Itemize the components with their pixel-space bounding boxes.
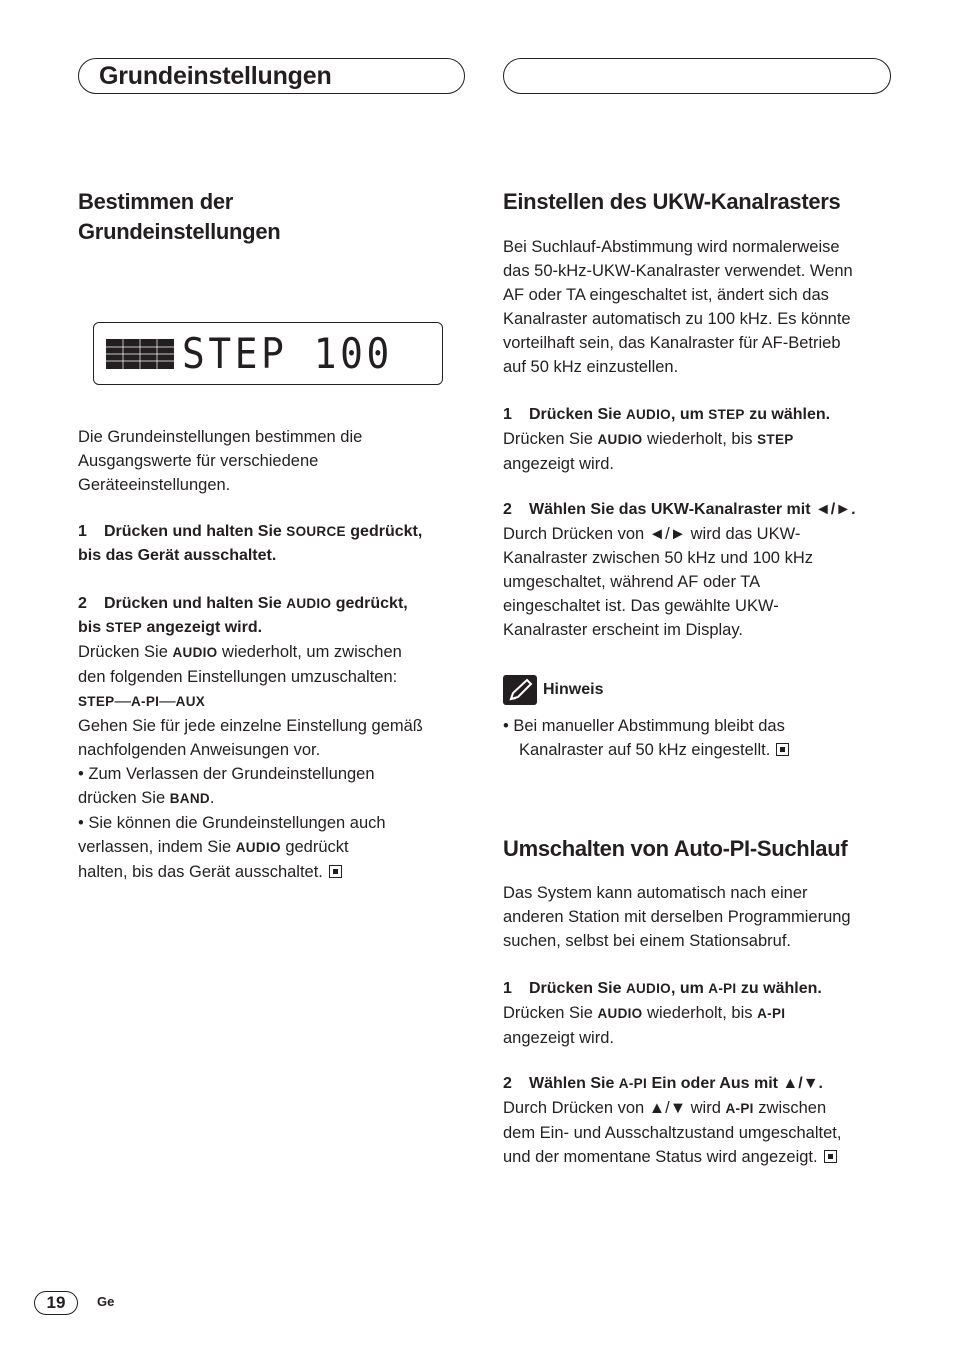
seq-aux: AUX (175, 694, 206, 709)
body-text: wiederholt, bis (642, 1004, 758, 1022)
seq-dash: — (159, 692, 176, 710)
step-text: Drücken und halten Sie (104, 523, 287, 540)
key-audio: AUDIO (235, 840, 281, 855)
step-text: Drücken Sie (529, 980, 626, 997)
key-audio: AUDIO (625, 407, 671, 422)
step-text: bis (78, 619, 106, 636)
step-text: Wählen Sie das UKW-Kanalraster mit ◄/►. (529, 501, 856, 518)
key-api: A-PI (757, 1006, 786, 1021)
left-intro-line3: Geräteeinstellungen. (78, 476, 231, 494)
right-step2 (503, 498, 893, 642)
note-heading (503, 675, 893, 705)
right-intro2-line: anderen Station mit derselben Programmierung (503, 908, 851, 926)
step-number: 2 (503, 501, 512, 518)
right-step4 (503, 1072, 893, 1169)
key-api: A-PI (618, 1076, 647, 1091)
body-text: umgeschaltet, während AF oder TA (503, 573, 761, 591)
right-step1 (503, 403, 893, 476)
bullet-text: • Sie können die Grundeinstellungen auch (78, 814, 386, 832)
key-api: A-PI (725, 1101, 754, 1116)
right-intro-line: das 50-kHz-UKW-Kanalraster verwendet. Wenn (503, 262, 853, 280)
seq-api: A-PI (130, 694, 160, 709)
step-text: angezeigt wird. (142, 619, 263, 636)
left-intro (78, 425, 468, 497)
right-intro-line: Kanalraster automatisch zu 100 kHz. Es könnte (503, 310, 851, 328)
key-audio: AUDIO (597, 432, 643, 447)
body-text: den folgenden Einstellungen umzuschalten: (78, 668, 398, 686)
body-text: angezeigt wird. (503, 1029, 614, 1047)
step-text: gedrückt, (331, 595, 408, 612)
body-text: angezeigt wird. (503, 455, 614, 473)
step-text: , um (670, 980, 709, 997)
right-heading2-text: Umschalten von Auto-PI-Suchlauf (503, 836, 848, 861)
body-text: wiederholt, um zwischen (217, 643, 402, 661)
step-text: gedrückt, (345, 523, 423, 540)
left-step1 (78, 520, 468, 568)
note-body (503, 714, 893, 762)
key-band: BAND (169, 791, 210, 806)
step-text: Wählen Sie (529, 1075, 619, 1092)
right-intro-line: auf 50 kHz einzustellen. (503, 358, 679, 376)
body-text: Drücken Sie (503, 430, 598, 448)
right-intro (503, 235, 893, 379)
right-intro2 (503, 881, 893, 953)
step-number: 1 (78, 523, 87, 540)
end-mark-icon (329, 865, 342, 878)
right-heading-text: Einstellen des UKW-Kanalrasters (503, 189, 841, 214)
right-intro2-line: suchen, selbst bei einem Stationsabruf. (503, 932, 792, 950)
key-source: SOURCE (286, 524, 346, 539)
page-title: Grundeinstellungen (99, 62, 332, 90)
note-title: Hinweis (543, 681, 604, 698)
header-empty-box (503, 58, 891, 94)
right-step3 (503, 977, 893, 1050)
body-text: Durch Drücken von ▲/▼ wird (503, 1099, 726, 1117)
body-text: Kanalraster zwischen 50 kHz und 100 kHz (503, 549, 813, 567)
end-mark-icon (824, 1150, 837, 1163)
step-text: zu wählen. (736, 980, 822, 997)
step-number: 2 (503, 1075, 512, 1092)
body-text: Gehen Sie für jede einzelne Einstellung gemäß (78, 717, 423, 735)
bullet-text: . (209, 789, 215, 807)
body-text: zwischen (753, 1099, 827, 1117)
right-intro2-line: Das System kann automatisch nach einer (503, 884, 808, 902)
right-intro-line: vorteilhaft sein, das Kanalraster für AF-Betrieb (503, 334, 841, 352)
note-text: • Bei manueller Abstimmung bleibt das (503, 717, 785, 735)
page-language: Ge (97, 1294, 115, 1309)
body-text: Drücken Sie (78, 643, 173, 661)
body-text: und der momentane Status wird angezeigt. (503, 1148, 818, 1166)
step-number: 1 (503, 406, 512, 423)
page-number: 19 (34, 1291, 78, 1315)
step-text: Drücken Sie (529, 406, 626, 423)
seq-step: STEP (78, 694, 115, 709)
step-number: 2 (78, 595, 87, 612)
right-intro-line: AF oder TA eingeschaltet ist, ändert sich das (503, 286, 829, 304)
step-text: zu wählen. (744, 406, 831, 423)
left-intro-line1: Die Grundeinstellungen bestimmen die (78, 428, 363, 446)
right-intro-line: Bei Suchlauf-Abstimmung wird normalerweise (503, 238, 840, 256)
bullet-text: halten, bis das Gerät ausschaltet. (78, 863, 323, 881)
key-api: A-PI (708, 981, 737, 996)
step-text: bis das Gerät ausschaltet. (78, 547, 277, 564)
step-text: Ein oder Aus mit ▲/▼. (647, 1075, 823, 1092)
left-heading-line1: Bestimmen der (78, 189, 234, 214)
body-text: dem Ein- und Ausschaltzustand umgeschaltet, (503, 1124, 842, 1142)
body-text: Drücken Sie (503, 1004, 598, 1022)
key-step: STEP (105, 620, 143, 635)
lcd-level-icon (106, 339, 174, 369)
lcd-display (93, 322, 443, 385)
end-mark-icon (776, 743, 789, 756)
key-step: STEP (757, 432, 794, 447)
step-text: Drücken und halten Sie (104, 595, 287, 612)
right-heading (503, 187, 893, 217)
body-text: eingeschaltet ist. Das gewählte UKW- (503, 597, 779, 615)
body-text: nachfolgenden Anweisungen vor. (78, 741, 321, 759)
key-audio: AUDIO (597, 1006, 643, 1021)
seq-dash: — (114, 692, 131, 710)
key-audio: AUDIO (625, 981, 671, 996)
left-heading (78, 187, 468, 247)
bullet-text: drücken Sie (78, 789, 170, 807)
bullet-text: • Zum Verlassen der Grundeinstellungen (78, 765, 375, 783)
key-audio: AUDIO (172, 645, 218, 660)
key-audio: AUDIO (286, 596, 332, 611)
body-text: Kanalraster erscheint im Display. (503, 621, 743, 639)
note-pencil-icon (503, 675, 537, 705)
left-step2 (78, 592, 468, 884)
step-number: 1 (503, 980, 512, 997)
lcd-text: STEP 100 (182, 329, 393, 378)
body-text: wiederholt, bis (642, 430, 758, 448)
bullet-text: verlassen, indem Sie (78, 838, 236, 856)
step-text: , um (670, 406, 709, 423)
left-heading-line2: Grundeinstellungen (78, 219, 281, 244)
left-intro-line2: Ausgangswerte für verschiedene (78, 452, 319, 470)
bullet-text: gedrückt (280, 838, 349, 856)
right-heading2 (503, 834, 893, 864)
header-title-box (78, 58, 465, 94)
body-text: Durch Drücken von ◄/► wird das UKW- (503, 525, 801, 543)
key-step: STEP (708, 407, 745, 422)
note-text: Kanalraster auf 50 kHz eingestellt. (519, 741, 771, 759)
